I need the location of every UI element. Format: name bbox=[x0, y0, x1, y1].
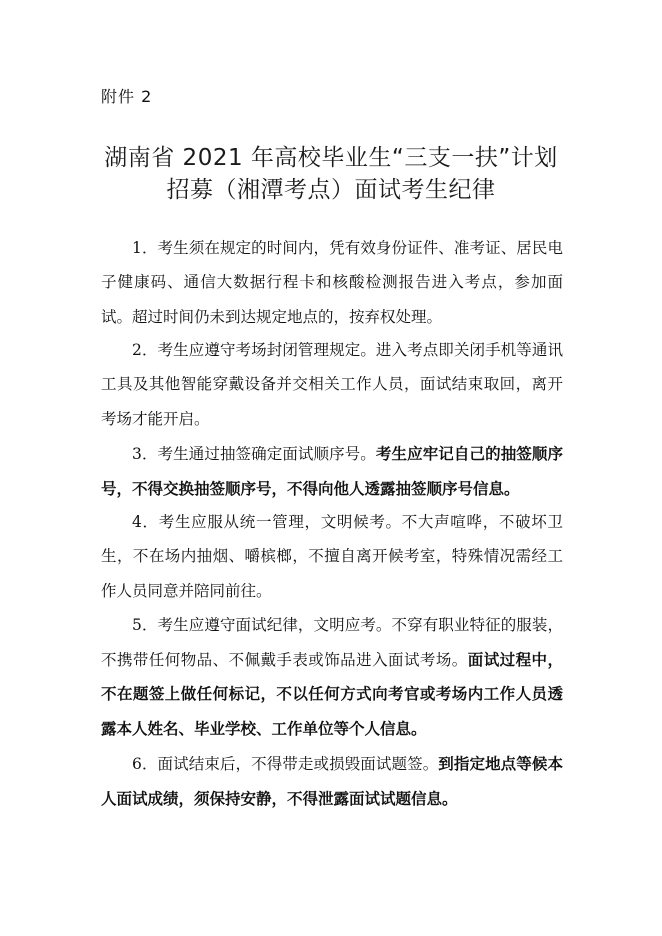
rule-paragraph-3 bbox=[101, 437, 563, 507]
attachment-label: 附件 2 bbox=[101, 87, 153, 106]
document-body bbox=[101, 232, 563, 817]
document-title-line-1: 湖南省 2021 年高校毕业生“三支一扶”计划 bbox=[104, 145, 558, 171]
document-title-line-2: 招募（湘潭考点）面试考生纪律 bbox=[166, 177, 496, 203]
rule-text: 2．考生应遵守考场封闭管理规定。进入考点即关闭手机等通讯工具及其他智能穿戴设备并交相关工作人员，面试结束取回，离开考场才能开启。 bbox=[101, 341, 563, 428]
rule-paragraph-4 bbox=[101, 506, 563, 608]
rule-text: 5．考生应遵守面试纪律，文明应考。不穿有职业特征的服装，不携带任何物品、不佩戴手表或饰品进入面试考场。 bbox=[101, 615, 563, 669]
rule-text: 4．考生应服从统一管理，文明候考。不大声喧哗，不破坏卫生，不在场内抽烟、嚼槟榔，不擅自离开候考室，特殊情况需经工作人员同意并陪同前往。 bbox=[101, 513, 563, 600]
rule-paragraph-2 bbox=[101, 334, 563, 436]
rule-text: 3．考生通过抽签确定面试顺序号。 bbox=[132, 444, 376, 463]
rule-emphasis: 到指定地点等候本人面试成绩，须保持安静，不得泄露面试试题信息。 bbox=[101, 753, 563, 808]
rule-paragraph-1 bbox=[101, 232, 563, 334]
rule-emphasis: 考生应牢记自己的抽签顺序号，不得交换抽签顺序号，不得向他人透露抽签顺序号信息。 bbox=[101, 443, 563, 498]
rule-text: 1．考生须在规定的时间内，凭有效身份证件、准考证、居民电子健康码、通信大数据行程卡和核酸检测报告进入考点，参加面试。超过时间仍未到达规定地点的，按弃权处理。 bbox=[101, 239, 563, 326]
rule-paragraph-6 bbox=[101, 747, 563, 817]
rule-emphasis: 面试过程中，不在题签上做任何标记，不以任何方式向考官或考场内工作人员透露本人姓名、毕业学校、工作单位等个人信息。 bbox=[101, 649, 563, 739]
rule-text: 6．面试结束后，不得带走或损毁面试题签。 bbox=[132, 754, 439, 773]
rule-paragraph-5 bbox=[101, 609, 563, 747]
